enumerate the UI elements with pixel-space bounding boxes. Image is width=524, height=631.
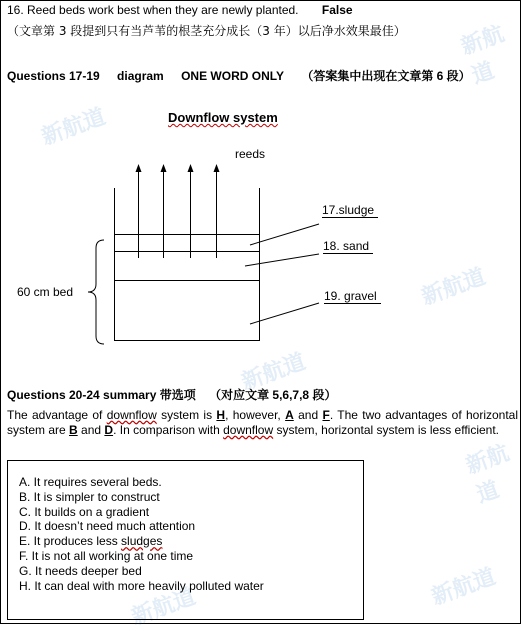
summary-word: downflow xyxy=(106,408,157,422)
arrow-head-icon xyxy=(161,164,167,172)
leader-line-gravel xyxy=(250,303,319,324)
summary-text: and xyxy=(77,423,105,437)
option-b: B. It is simpler to construct xyxy=(19,489,160,504)
layer-label-gravel: 19. gravel xyxy=(324,289,381,304)
watermark: 新航道 xyxy=(428,563,499,610)
options-list xyxy=(8,461,363,593)
option-f: F. It is not all working at one time xyxy=(19,548,194,563)
bed-depth-label: 60 cm bed xyxy=(17,285,74,299)
option-e-word: sludges xyxy=(121,534,163,549)
bed-brace xyxy=(88,240,104,344)
arrow-head-icon xyxy=(214,164,220,172)
leader-line-sludge xyxy=(250,224,319,245)
answer-22: F xyxy=(322,408,330,422)
diagram-note: （答案集中出现在文章第 6 段） xyxy=(301,69,471,83)
option-c: C. It builds on a gradient xyxy=(19,504,150,519)
answer-24: D xyxy=(104,423,114,437)
answer-23: B xyxy=(69,423,78,437)
arrow-head-icon xyxy=(136,164,142,172)
option-g: G. It needs deeper bed xyxy=(19,563,142,578)
watermark: 新航道 xyxy=(238,348,309,395)
arrow-head-icon xyxy=(188,164,194,172)
summary-note: （对应文章 5,6,7,8 段） xyxy=(209,388,337,402)
summary-word: downflow xyxy=(223,423,274,437)
summary-text: system, horizontal system is less efficient. xyxy=(273,423,499,437)
question-16-text: 16. Reed beds work best when they are newly planted. xyxy=(7,3,299,17)
watermark: 新航道 xyxy=(457,20,508,89)
option-a: A. It requires several beds. xyxy=(19,475,162,489)
question-16-note: （文章第 3 段提到只有当芦苇的根茎充分成长（3 年）以后净水效果最佳） xyxy=(7,24,406,38)
answer-21: A xyxy=(285,408,294,422)
options-box xyxy=(7,460,364,620)
diagram-type: diagram xyxy=(117,69,164,83)
reeds-label: reeds xyxy=(235,147,266,161)
layer-label-sand: 18. sand xyxy=(323,239,373,254)
summary-text: and xyxy=(293,408,323,422)
summary-heading xyxy=(7,386,336,403)
layer-label-sludge: 17.sludge xyxy=(322,203,378,218)
watermark: 新航道 xyxy=(462,439,513,508)
diagram-title: Downflow system xyxy=(168,110,278,125)
option-h: H. It can deal with more heavily polluted water xyxy=(19,578,264,593)
option-e-text: E. It produces less xyxy=(19,534,122,549)
summary-heading-text: Questions 20-24 summary 带选项 xyxy=(7,388,196,402)
watermark: 新航道 xyxy=(38,103,109,150)
summary-text: The advantage of xyxy=(7,408,107,422)
summary-text: . In comparison with xyxy=(113,423,224,437)
watermark: 新航道 xyxy=(128,583,199,630)
diagram-limit: ONE WORD ONLY xyxy=(181,69,284,83)
option-e xyxy=(19,534,363,549)
question-16-answer: False xyxy=(321,3,353,17)
summary-paragraph xyxy=(7,408,518,438)
summary-text: , however, xyxy=(225,408,286,422)
summary-text: . The two advantages of horizontal system are xyxy=(7,408,519,437)
option-d: D. It doesn’t need much attention xyxy=(19,519,196,534)
diagram-questions: Questions 17-19 xyxy=(7,69,100,83)
watermark: 新航道 xyxy=(418,263,489,310)
leader-line-sand xyxy=(245,254,319,266)
summary-text: system is xyxy=(156,408,217,422)
answer-20: H xyxy=(216,408,226,422)
